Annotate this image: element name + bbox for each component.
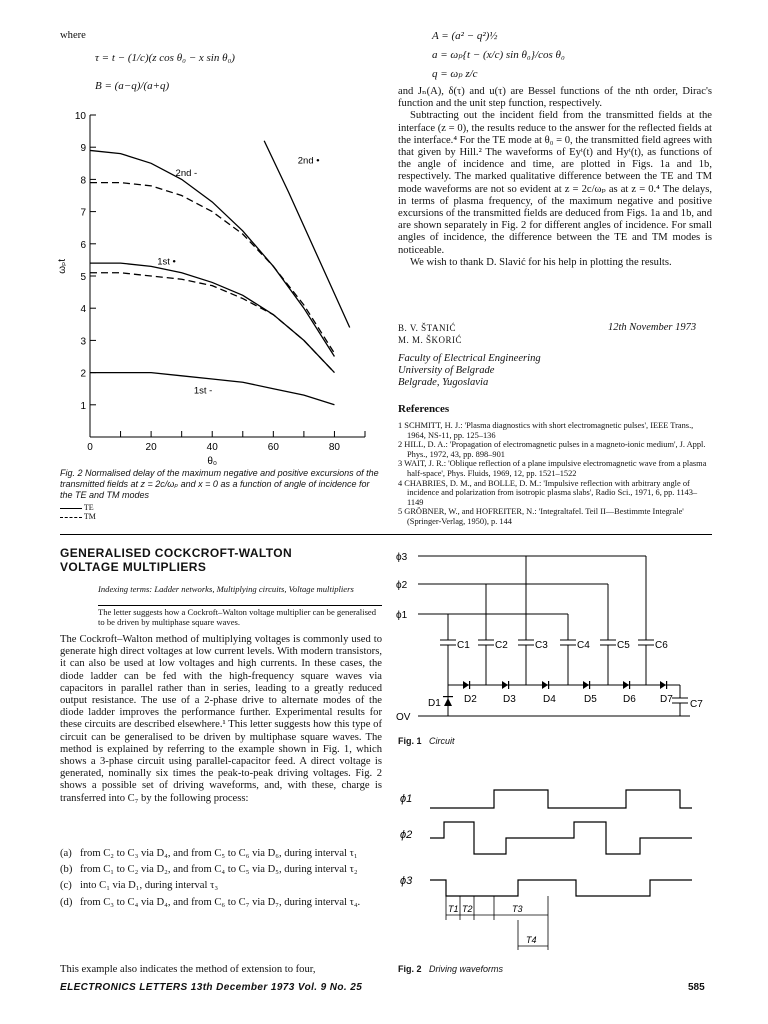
series-line [90,183,334,354]
diode-label: D6 [623,694,636,705]
fig1-caption: Fig. 1 Circuit [398,736,455,746]
para-thanks: We wish to thank D. Slavić for his help in plotting the results. [410,256,672,268]
cap-label: C1 [457,640,470,651]
series-label: 2nd • [297,155,320,167]
legend-te: TE [60,503,96,512]
y-tick-label: 5 [80,272,86,283]
affiliation [398,353,541,390]
results-text [398,86,712,269]
equation-q: q = ωₚ z/c [432,68,478,80]
list-item: (d) from C₃ to C₄ via D₄, and from C₆ to C₇ via D₇, during interval τ₄. [60,896,361,908]
series-line [264,141,350,328]
cap-label: C7 [690,699,703,710]
chart-legend [60,503,96,521]
equation-a-cap: A = (a² − q²)½ [432,30,498,42]
references-title: References [398,403,450,415]
y-tick-label: 6 [80,239,86,251]
x-axis-label: θ₀ [207,456,218,467]
x-tick-label: 60 [267,442,279,453]
diode-label: D5 [584,694,597,705]
series-label: 1st - [193,385,213,397]
para-results: Subtracting out the incident field from the transmitted fields at the interface (z = 0), the results reduce to the answer for the reflected fields at the interface.⁴ For the TE mode at θ₀ = 0, the transmitted field agrees with that given by Hill.² The waveforms of Eyᵗ(t) and Hyᵗ(t), as functions of the angle of incidence and time, are plotted in Figs. 1a and 1b, respectively. The marked qualitative difference between the TE and TM mode waveforms are not so evident at z = 2c/ωₚ as at z = 0.⁴ The delays, in terms of plasma frequency, of the maximum negative and positive excursions of the transmitted fields are deduced from Figs. 1a and 1b, and are shown separately in Fig. 2 for different angles of incidence. For small angles of incidence, the difference between the TE and TM modes is noticeable. [398,110,712,256]
x-tick-label: 20 [145,442,157,453]
cap-label: C2 [495,640,508,651]
series-label: 2nd - [175,168,198,180]
equation-tau: τ = t − (1/c)(z cos θ₀ − x sin θ₀) [95,52,235,64]
author-2: M. M. ŠKORIĆ [398,335,463,345]
abstract-rule [98,605,382,606]
y-axis-label: ωₚt [57,258,68,274]
title-line-2: VOLTAGE MULTIPLIERS [60,560,207,574]
y-tick-label: 4 [80,304,86,316]
phi1-label: ϕ1 [396,610,408,621]
fig2-waveform-caption: Fig. 2 Driving waveforms [398,964,504,974]
t2-label: T2 [462,904,473,914]
title-line-1: GENERALISED COCKCROFT-WALTON [60,546,293,560]
t1-label: T1 [448,904,459,914]
t4-label: T4 [526,935,537,945]
diode-label: D7 [660,694,673,705]
y-tick-label: 2 [80,368,86,380]
reference-item: 2 HILL, D. A.: 'Propagation of electromagnetic pulses in a magneto-ionic medium', J. Appl. Phys., 1972, 43, pp. 898–901 [398,440,706,459]
diode-label: D3 [503,694,516,705]
where-label: where [60,30,86,41]
t3-label: T3 [512,904,523,914]
process-list [60,848,382,913]
journal-footer: ELECTRONICS LETTERS 13th December 1973 Vol. 9 No. 25 [60,982,363,993]
page-number: 585 [688,982,705,993]
reference-item: 4 CHABRIES, D. M., and BOLLE, D. M.: 'Impulsive reflection with arbitrary angle of incidence and polarization from isotropic plasma slabs', Radio Sci., 1971, 6, pp. 1143–1149 [398,478,698,507]
para-bessel: and Jₙ(A), δ(τ) and u(τ) are Bessel functions of the nth order, Dirac's function and the unit step function, respectively. [398,86,712,110]
delay-chart [55,100,375,470]
x-tick-label: 80 [328,442,341,453]
cap-label: C6 [655,640,668,651]
series-line [90,150,334,356]
x-tick-label: 0 [87,442,93,453]
y-tick-label: 9 [80,143,86,155]
diode-label: D1 [428,698,441,709]
affil-1: Faculty of Electrical Engineering [398,353,541,364]
equation-a: a = ωₚ{t − (x/c) sin θ₀}/cos θ₀ [432,49,565,61]
indexing-terms: Indexing terms: Ladder networks, Multiplying circuits, Voltage multipliers [98,584,354,594]
series-label: 1st • [157,256,176,268]
diode-label: D4 [543,694,556,705]
article-title [60,546,292,574]
reference-item: 5 GRÖBNER, W., and HOFREITER, N.: 'Integraltafel. Teil II—Bestimmte Integrale' (Springer-Verlag, 1950), p. 144 [398,507,684,526]
phi3-label: ϕ3 [396,552,408,563]
diode-label: D2 [464,694,477,705]
circuit-diagram [390,540,720,740]
capacitors [440,640,688,716]
list-item: (a) from C₂ to C₃ via D₄, and from C₅ to C₆ via D₆, during interval τ₁ [60,848,358,859]
article-body: The Cockroft–Walton method of multiplying voltages is commonly used to generate high direct voltages at low current levels. With modern transistors, it can also be used at low voltages and high currents. In these cases, the diode ladder can be fed with the high-frequency square waves via capacitors in parallel rather than in series, leading to a greatly reduced output resistance. The use of a 2-phase drive to alternate modes of the diode ladder improves the performance further. Experimental results for these circuits are described elsewhere.¹ This letter suggests how this type of circuit can be generalised to be driven by multiphase square waves. The method is explained by referring to the example shown in Fig. 1, which shows a 3-phase circuit using parallel-capacitor feed. A direct voltage is generated, nominally six times the peak-to-peak driving voltages. Fig. 2 shows a possible set of driving waveforms, and, with these, charge is transferred into C₇ by the following process: [60,634,382,804]
author-1: B. V. ŠTANIĆ [398,323,456,333]
list-item: (b) from C₁ to C₂ via D₂, and from C₄ to C₅ via D₅, during interval τ₂ [60,864,358,876]
reference-item: 1 SCHMITT, H. J.: 'Plasma diagnostics with short electromagnetic pulses', IEEE Trans., 1964, NS-11, pp. 125–136 [398,421,694,440]
cap-label: C4 [577,640,590,651]
affil-2: University of Belgrade [398,365,495,377]
phi3-waveform [430,880,692,896]
phi3-wave-label: ϕ3 [400,875,413,887]
fig2-top-caption: Fig. 2 Normalised delay of the maximum negative and positive excursions of the transmitted fields at z = 2c/ωₚ and x = 0 as a function of angle of incidence for the TE and TM modes [60,468,379,500]
x-tick-label: 40 [206,442,218,453]
references-list [398,421,712,527]
phi1-wave-label: ϕ1 [400,793,413,805]
legend-tm: TM [60,512,96,521]
abstract: The letter suggests how a Cockroft–Walton voltage multiplier can be generalised to be driven by multiphase square waves. [98,607,377,627]
section-divider [60,534,712,535]
phi2-wave-label: ϕ2 [400,829,413,841]
y-tick-label: 1 [80,400,86,412]
cap-label: C5 [617,640,630,651]
y-tick-label: 8 [80,175,86,187]
series-line [90,263,334,372]
list-item: (c) into C₁ via D₁, during interval τ₃ [60,880,219,892]
waveform-diagram [390,780,720,970]
series-line [90,273,334,373]
article-last-line: This example also indicates the method of extension to four, [60,964,316,975]
received-date: 12th November 1973 [608,322,697,333]
phi1-waveform [430,790,692,808]
y-tick-label: 10 [74,111,86,122]
reference-item: 3 WAIT, J. R.: 'Oblique reflection of a plane impulsive electromagnetic wave from a plasma half-space', Phys. Fluids, 1969, 12, pp. 1521–1522 [398,459,707,478]
equation-b: B = (a−q)/(a+q) [95,80,170,92]
y-tick-label: 7 [80,207,86,219]
phi2-label: ϕ2 [396,580,408,591]
phi2-waveform [430,822,692,854]
cap-label: C3 [535,640,548,651]
y-tick-label: 3 [80,336,86,348]
affil-3: Belgrade, Yugoslavia [398,377,489,389]
ov-label: OV [396,712,411,723]
authors [398,322,462,346]
